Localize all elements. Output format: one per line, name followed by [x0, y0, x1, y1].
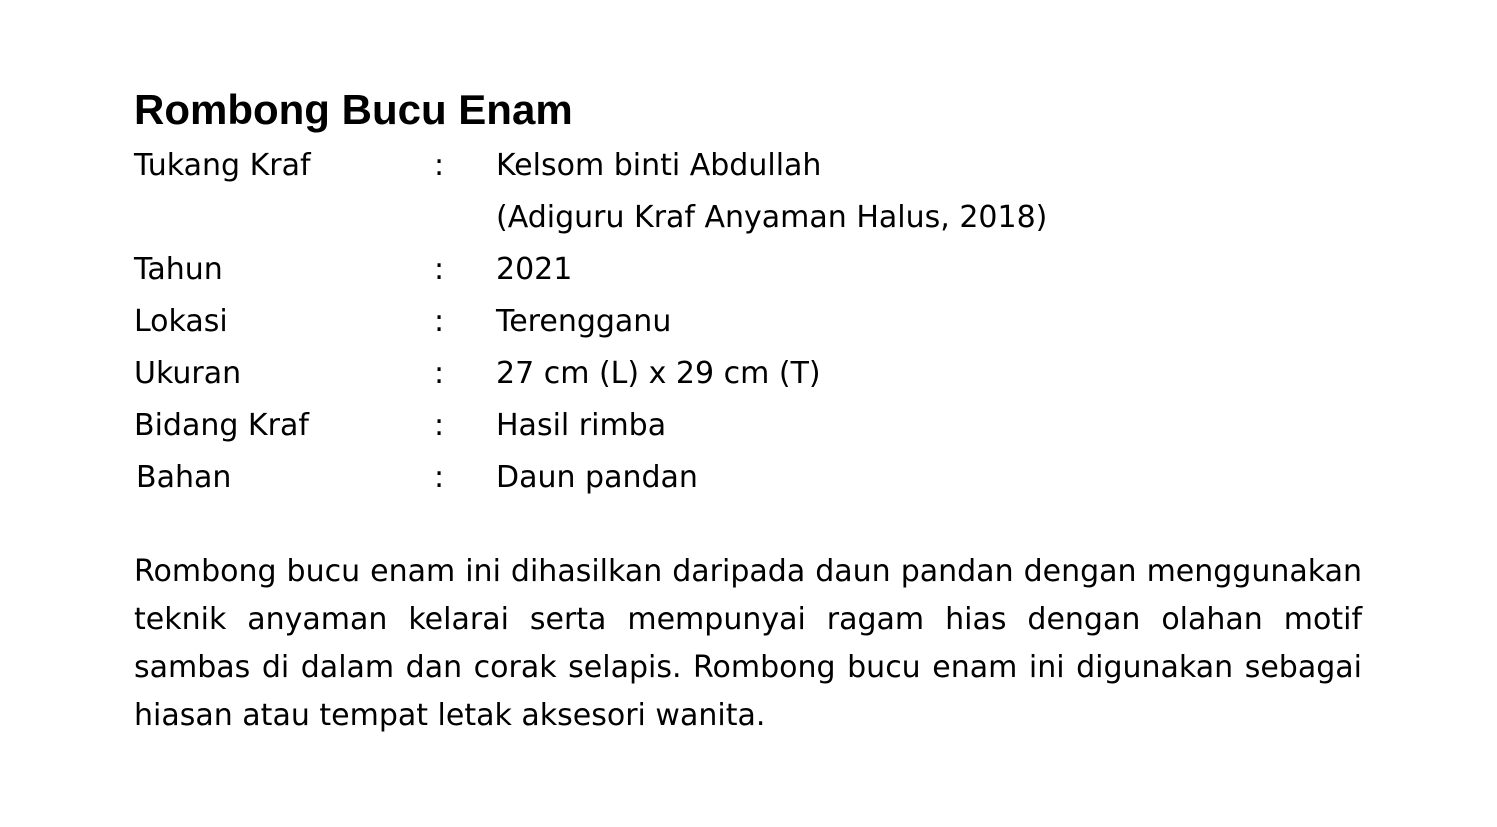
detail-colon: : [434, 252, 445, 287]
detail-colon: : [434, 148, 445, 183]
detail-row-tukang-kraf-note [134, 192, 1364, 244]
detail-row-bahan [134, 452, 1364, 504]
detail-value: Terengganu [496, 304, 672, 339]
document-title: Rombong Bucu Enam [134, 86, 573, 133]
detail-value: 2021 [496, 252, 573, 287]
detail-value: Hasil rimba [496, 408, 667, 443]
detail-label: Bidang Kraf [134, 408, 309, 443]
detail-value: Daun pandan [496, 460, 698, 495]
description-paragraph: Rombong bucu enam ini dihasilkan daripada daun pandan dengan menggunakan teknik anyaman kelarai serta mempunyai ragam hias dengan olahan motif sambas di dalam dan corak selapis. Rombong bucu enam ini digunakan sebagai hiasan atau tempat letak aksesori wanita. [134, 554, 1362, 733]
detail-value: Kelsom binti Abdullah [496, 148, 822, 183]
detail-row-ukuran [134, 348, 1364, 400]
detail-value: 27 cm (L) x 29 cm (T) [496, 356, 821, 391]
detail-colon: : [434, 408, 445, 443]
detail-label: Tukang Kraf [134, 148, 311, 183]
detail-label [134, 192, 434, 244]
detail-colon: : [434, 460, 445, 495]
detail-colon [434, 192, 496, 244]
details-table [134, 140, 1364, 504]
detail-label: Tahun [134, 252, 223, 287]
detail-row-tahun [134, 244, 1364, 296]
detail-label: Ukuran [134, 356, 242, 391]
detail-row-lokasi [134, 296, 1364, 348]
detail-row-tukang-kraf [134, 140, 1364, 192]
detail-label: Lokasi [134, 304, 228, 339]
detail-label: Bahan [136, 460, 232, 495]
detail-colon: : [434, 304, 445, 339]
detail-row-bidang-kraf [134, 400, 1364, 452]
detail-colon: : [434, 356, 445, 391]
detail-value: (Adiguru Kraf Anyaman Halus, 2018) [496, 200, 1048, 235]
